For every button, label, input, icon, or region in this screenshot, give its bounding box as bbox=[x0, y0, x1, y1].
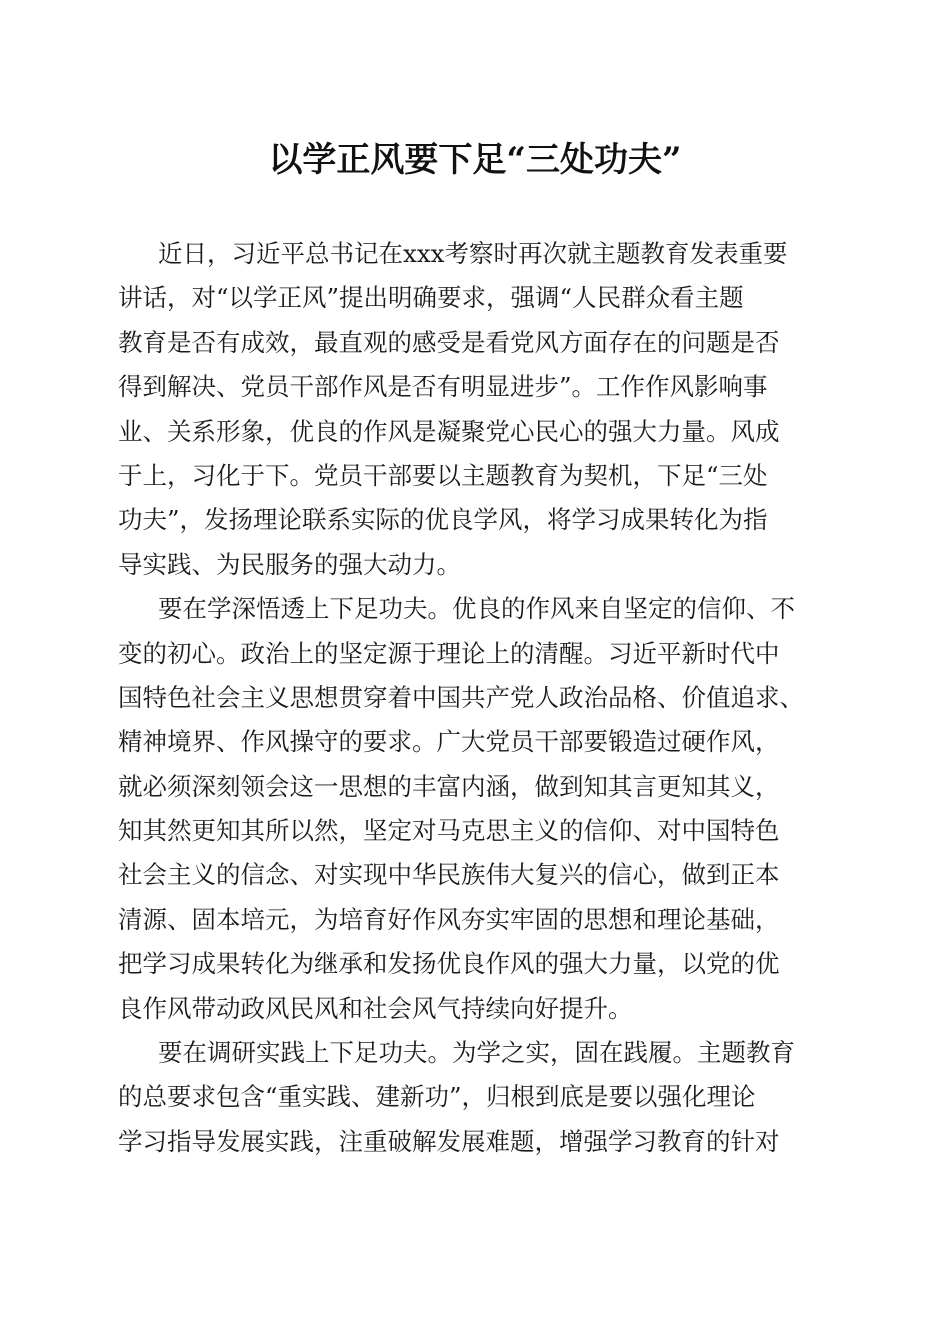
paragraph-line: 国特色社会主义思想贯穿着中国共产党人政治品格、价值追求、 bbox=[118, 682, 804, 712]
paragraph-line: 导实践、为民服务的强大动力。 bbox=[118, 549, 461, 579]
paragraph-line: 教育是否有成效，最直观的感受是看党风方面存在的问题是否 bbox=[118, 327, 780, 357]
paragraph-line: 精神境界、作风操守的要求。广大党员干部要锻造过硬作风， bbox=[118, 727, 780, 757]
paragraph-line: 业、关系形象，优良的作风是凝聚党心民心的强大力量。风成 bbox=[118, 416, 780, 446]
paragraph-line: 功夫”，发扬理论联系实际的优良学风，将学习成果转化为指 bbox=[118, 505, 768, 535]
paragraph-line: 清源、固本培元，为培育好作风夯实牢固的思想和理论基础， bbox=[118, 904, 780, 934]
paragraph-line: 要在学深悟透上下足功夫。优良的作风来自坚定的信仰、不 bbox=[158, 594, 795, 624]
paragraph-line: 要在调研实践上下足功夫。为学之实，固在践履。主题教育 bbox=[158, 1038, 795, 1068]
paragraph-line: 变的初心。政治上的坚定源于理论上的清醒。习近平新时代中 bbox=[118, 638, 780, 668]
paragraph-line: 于上，习化于下。党员干部要以主题教育为契机，下足“三处 bbox=[118, 460, 768, 490]
paragraph-line: 知其然更知其所以然，坚定对马克思主义的信仰、对中国特色 bbox=[118, 816, 780, 846]
paragraph-line: 近日，习近平总书记在xxx考察时再次就主题教育发表重要 bbox=[158, 239, 788, 268]
paragraph-line: 就必须深刻领会这一思想的丰富内涵，做到知其言更知其义， bbox=[118, 771, 780, 801]
document-title: 以学正风要下足“三处功夫” bbox=[268, 140, 682, 180]
paragraph-line: 社会主义的信念、对实现中华民族伟大复兴的信心，做到正本 bbox=[118, 860, 780, 890]
paragraph-line: 学习指导发展实践，注重破解发展难题，增强学习教育的针对 bbox=[118, 1126, 780, 1156]
document-body bbox=[118, 232, 838, 1164]
paragraph-line: 把学习成果转化为继承和发扬优良作风的强大力量，以党的优 bbox=[118, 949, 780, 979]
paragraph-line: 得到解决、党员干部作风是否有明显进步”。工作作风影响事 bbox=[118, 372, 768, 402]
paragraph-line: 讲话，对“以学正风”提出明确要求，强调“人民群众看主题 bbox=[118, 283, 744, 313]
paragraph-line: 的总要求包含“重实践、建新功”，归根到底是要以强化理论 bbox=[118, 1082, 756, 1112]
paragraph-line: 良作风带动政风民风和社会风气持续向好提升。 bbox=[118, 993, 633, 1023]
